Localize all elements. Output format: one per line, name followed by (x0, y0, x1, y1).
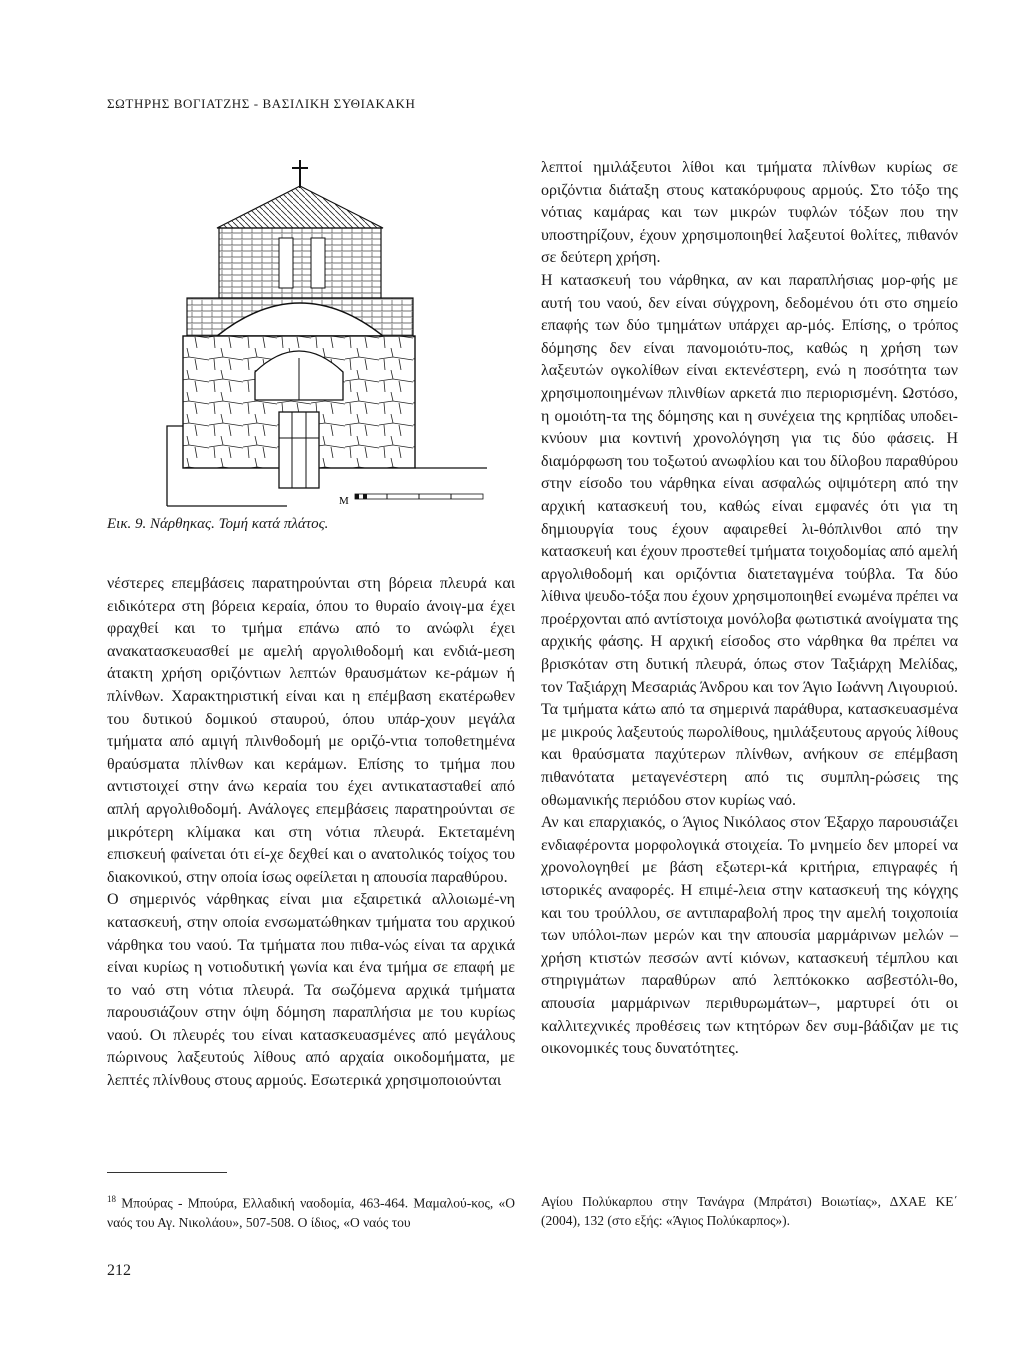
paragraph: λεπτοί ημιλάξευτοι λίθοι και τμήματα πλίνθων κυρίως σε οριζόντια διάταξη στους κατακόρυφους αρμούς. Στο τόξο της νότιας καμάρας και των μικρών τυφλών τόξων που την υποστηρίζουν, έχουν χρησιμοποιηθεί λαξευτοί θολίτες, πιθανόν σε δεύτερη χρήση. (541, 159, 958, 267)
dome-drum (219, 228, 381, 298)
footnote-rule (107, 1172, 227, 1173)
scale-label: M (339, 495, 349, 507)
left-column (107, 573, 515, 1093)
footnote-number: 18 (107, 1194, 116, 1204)
narthex-section-drawing (107, 150, 517, 520)
paragraph: Αν και επαρχιακός, ο Άγιος Νικόλαος στον Έξαρχο παρουσιάζει ενδιαφέροντα μορφολογικά στοιχεία. Το μνημείο δεν μπορεί να χρονολογηθεί με βάση εξωτερι-κά κριτήρια, επιγραφές ή ιστορικές αναφορές. Η επιμέ-λεια στην κατασκευή της κόγχης και του τρούλλου, σε αντιπαραβολή προς την αμελή τοιχοποιία των υπόλοι-πων μερών και την απουσία μαρμάρινων μελών –χρήση κτιστών πεσσών αντί κιόνων, κατασκευή τέμπλου και στηριγμάτων παραθύρων από λεπτόκοκκο ασβεστόλι-θο, απουσία μαρμάρινων περιθυρωμάτων–, μαρτυρεί ότι οι καλλιτεχνικές προθέσεις των κτητόρων δεν συμ-βάδιζαν με τις οικονομικές τους δυνατότητες. (541, 814, 958, 1058)
paragraph: Η κατασκευή του νάρθηκα, αν και παραπλήσιας μορ-φής με αυτή του ναού, δεν είναι σύγχρονη, δεδομένου ότι στο σημείο επαφής των δύο τμημάτων υπάρχει αρ-μός. Επίσης, ο τρόπος δόμησης δεν είναι πανομοιότυ-πος, καθώς η χρήση των λαξευτών ογκολίθων είναι εκτενέστερη, ενώ η ποσότητα των χρησιμοποιημένων πλινθίων αρκετά πιο περιορισμένη. Ωστόσο, η ομοιότη-τα της δόμησης και η συνέχεια της κρηπίδας υποδει-κνύουν μια κοντινή χρονολόγηση για τις δύο φάσεις. Η διαμόρφωση του τοξωτού ανωφλίου και του δίλοβου παραθύρου στην είσοδο του νάρθηκα είναι ασφαλώς οψιμότερη από την αρχική κατασκευή του, καθώς είναι εμφανές ότι για τη δημιουργία τους έχουν αφαιρεθεί λι-θόπλινθοι από την κατασκευή και έχουν προστεθεί τμήματα τοιχοδομίας από αμελή αργολιθοδομή και οριζόντια διατεταγμένα τούβλα. Τα δύο λίθινα ψευδο-τόξα που έχουν χρησιμοποιηθεί ενωμένα πρέπει να προέρχονται από αντίστοιχα μονόλοβα φωτιστικά ανοίγματα της αρχικής φάσης. Η αρχική είσοδος στο νάρθηκα θα πρέπει να βρισκόταν στη δυτική πλευρά, όπως στον Ταξιάρχη Μελίδας, τον Ταξιάρχη Μεσαριάς Άνδρου και τον Άγιο Ιωάννη Λιγουριού. Τα τμήματα κάτω από τα σημερινά παράθυρα, κατασκευασμένα με μικρούς λαξευτούς πωρολίθους, ημιλάξευτους αργούς λίθους και θραύσματα παχύτερων πλίνθων, ανήκουν σε επέμβαση πιθανότατα μεταγενέστερη από τις συμπλη-ρώσεις της οθωμανικής περιόδου στον κυρίως ναό. (541, 271, 958, 809)
right-column (541, 157, 958, 1061)
footnote-right: Αγίου Πολύκαρπου στην Τανάγρα (Μπράτσι) Βοιωτίας», ΔΧΑΕ ΚΕ΄ (2004), 132 (στο εξής: «Άγιος Πολύκαρπος»). (541, 1194, 958, 1228)
running-head: ΣΩΤΗΡΗΣ ΒΟΓΙΑΤΖΗΣ - ΒΑΣΙΛΙΚΗ ΣΥΘΙΑΚΑΚΗ (107, 96, 416, 111)
paragraph: νέστερες επεμβάσεις παρατηρούνται στη βόρεια πλευρά και ειδικότερα στη βόρεια κεραία, όπου το θυραίο άνοιγ-μα έχει φραχθεί και το τμήμα επάνω από το ανώφλι έχει ανακατασκευασθεί με αμελή αργολιθοδομή και ενδιά-μεση άτακτη χρήση οριζόντιων λεπτών θραυσμάτων κε-ράμων ή πλίνθων. Χαρακτηριστική είναι και η επέμβαση εκατέρωθεν του δυτικού δομικού σταυρού, όπου υπάρ-χουν μεγάλα τμήματα από αμιγή πλινθοδομή με οριζό-ντια τοποθετημένα θραύσματα πλίνθων και κεράμων. Επίσης το τμήμα που αντιστοιχεί στην άνω κεραία του έχει αντικατασταθεί από απλή αργολιθοδομή. Ανάλογες επεμβάσεις παρατηρούνται σε μικρότερη κλίμακα και στη νότια πλευρά. Εκτεταμένη επισκευή φαίνεται ότι εί-χε δεχθεί και ο ανατολικός τοίχος του διακονικού, στην οποία ίσως οφείλεται η απουσία παραθύρου. (107, 575, 515, 886)
dome-roof (217, 186, 383, 228)
figure-caption: Εικ. 9. Νάρθηκας. Τομή κατά πλάτος. (107, 516, 329, 532)
footnote-left (107, 1190, 515, 1232)
section-drawing-svg (107, 150, 517, 520)
paragraph: Ο σημερινός νάρθηκας είναι μια εξαιρετικά αλλοιωμέ-νη κατασκευή, στην οποία ενσωματώθηκαν τμήματα του αρχικού νάρθηκα του ναού. Τα τμήματα που πιθα-νώς είναι τα αρχικά είναι κυρίως η νοτιοδυτική γωνία και ένα τμήμα σε επαφή με το ναό στη νότια πλευρά. Τα σωζόμενα αρχικά τμήματα παρουσιάζουν στην όψη δόμηση παραπλήσια με του κυρίως ναού. Οι πλευρές του είναι κατασκευασμένες από μεγάλους πώρινους λαξευτούς λίθους από αρχαία οικοδομήματα, με λεπτές πλίνθους στους αρμούς. Εσωτερικά χρησιμοποιούνται (107, 891, 515, 1090)
page-number: 212 (107, 1262, 131, 1279)
doorway (279, 412, 319, 488)
scale-bar (339, 494, 483, 507)
footnote-text: Μπούρας - Μπούρα, Ελλαδική ναοδομία, 463-464. Μαμαλού-κος, «Ο ναός του Αγ. Νικολάου», 507-508. Ο ίδιος, «Ο ναός του (107, 1195, 515, 1230)
cross-icon (292, 160, 308, 188)
